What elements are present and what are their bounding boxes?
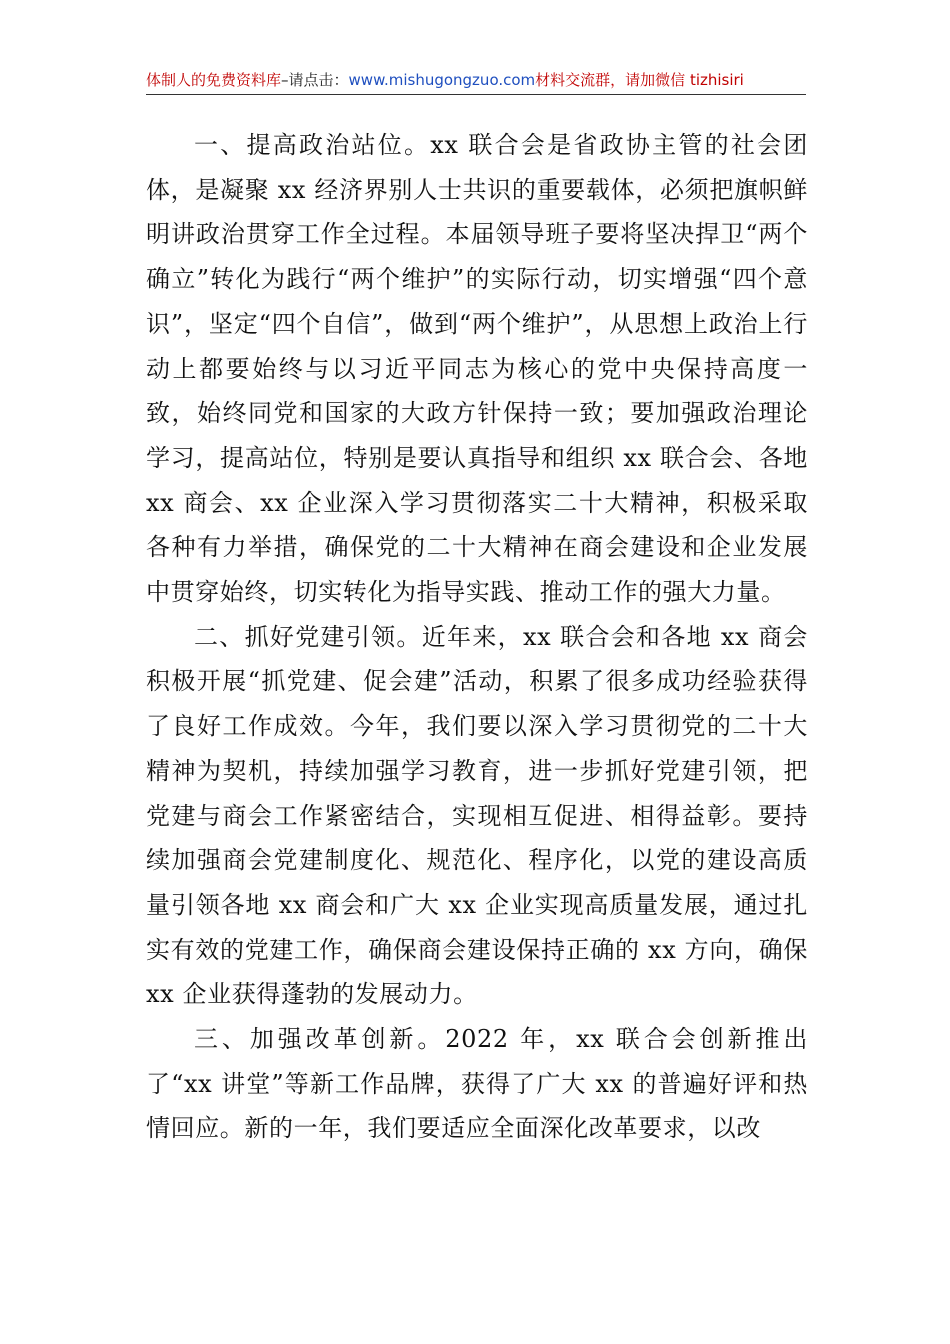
header-separator: –请点击： (281, 71, 349, 89)
paragraph-3: 三、加强改革创新。2022 年，xx 联合会创新推出了“xx 讲堂”等新工作品牌，获得了广大 xx 的普遍好评和热情回应。新的一年，我们要适应全面深化改革要求，以改 (146, 1025, 808, 1143)
header-tail-text: 材料交流群，请加微信 tizhisiri (535, 71, 744, 89)
paragraph-1: 一、提高政治站位。xx 联合会是省政协主管的社会团体，是凝聚 xx 经济界别人士共识的重要载体，必须把旗帜鲜明讲政治贯穿工作全过程。本届领导班子要将坚决捍卫“两个确立”转化为践行“两个维护”的实际行动，切实增强“四个意识”，坚定“四个自信”，做到“两个维护”，从思想上政治上行动上都要始终与以习近平同志为核心的党中央保持高度一致，始终同党和国家的大政方针保持一致；要加强政治理论学习，提高站位，特别是要认真指导和组织 xx 联合会、各地 xx 商会、xx 企业深入学习贯彻落实二十大精神，积极采取各种有力举措，确保党的二十大精神在商会建设和企业发展中贯穿始终，切实转化为指导实践、推动工作的强大力量。 (146, 131, 808, 607)
header-brand: 体制人的免费资料库 (146, 71, 282, 89)
document-body (146, 123, 808, 1151)
header-url-link[interactable]: www.mishugongzuo.com (348, 71, 536, 89)
paragraph-2: 二、抓好党建引领。近年来，xx 联合会和各地 xx 商会积极开展“抓党建、促会建”活动，积累了很多成功经验获得了良好工作成效。今年，我们要以深入学习贯彻党的二十大精神为契机，持续加强学习教育，进一步抓好党建引领，把党建与商会工作紧密结合，实现相互促进、相得益彰。要持续加强商会党建制度化、规范化、程序化，以党的建设高质量引领各地 xx 商会和广大 xx 企业实现高质量发展，通过扎实有效的党建工作，确保商会建设保持正确的 xx 方向，确保 xx 企业获得蓬勃的发展动力。 (146, 622, 808, 1009)
page-header (146, 70, 806, 95)
